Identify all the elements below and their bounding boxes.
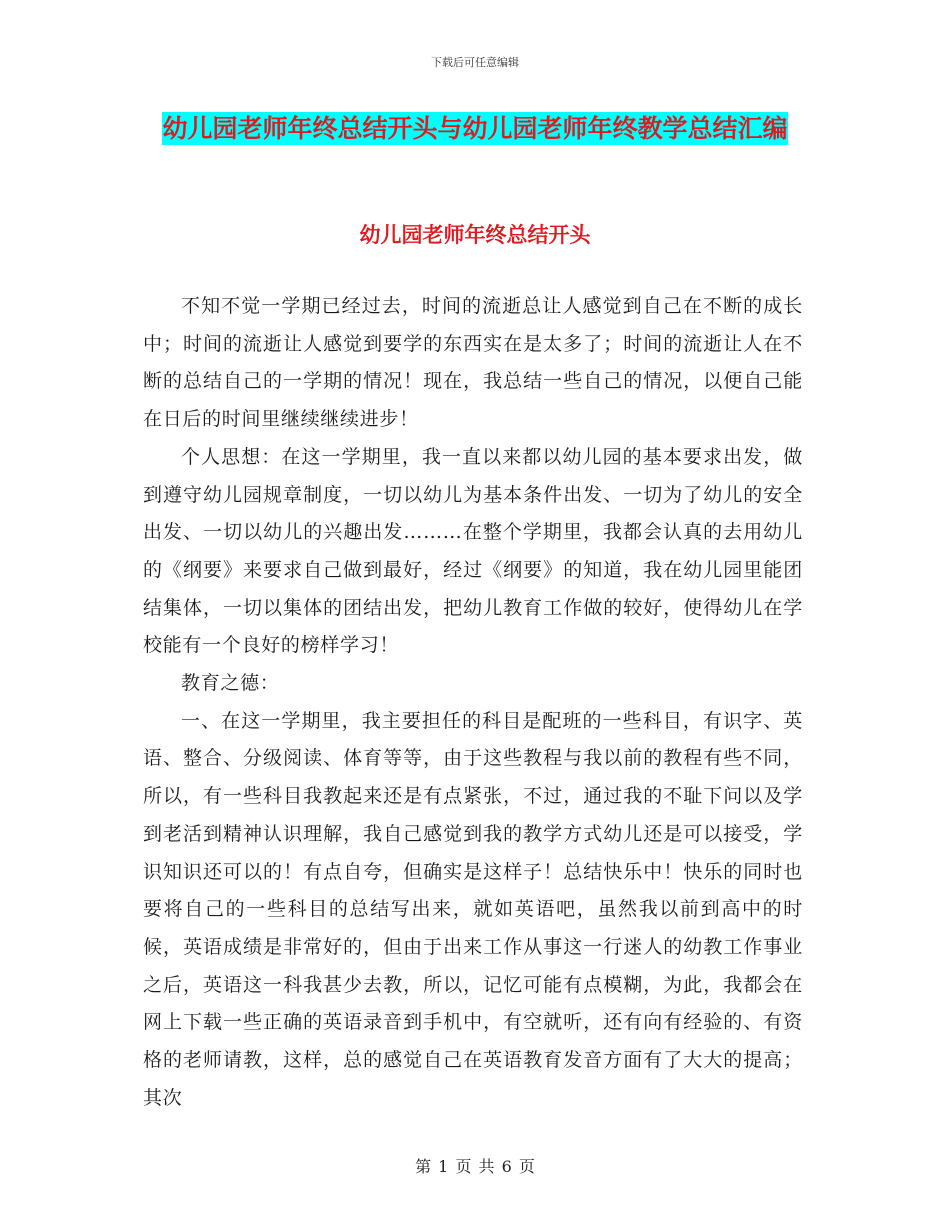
paragraph-education-heading: 教育之德： [181,672,280,695]
paragraph-intro: 不知不觉一学期已经过去，时间的流逝总让人感觉到自己在不断的成长中；时间的流逝让人感觉到要学的东西实在是太多了；时间的流逝让人在不断的总结自己的一学期的情况！现在，我总结一些自己的情况，以便自己能在日后的时间里继续继续进步！ [143,295,803,431]
page-number-footer: 第 1 页 共 6 页 [415,1157,535,1176]
document-title [140,106,810,152]
page-header-note: 下载后可任意编辑 [431,56,519,69]
document-body [143,288,803,1117]
paragraph-personal-thought: 个人思想：在这一学期里，我一直以来都以幼儿园的基本要求出发，做到遵守幼儿园规章制度，一切以幼儿为基本条件出发、一切为了幼儿的安全出发、一切以幼儿的兴趣出发………在整个学期里，我都会认真的去用幼儿的《纲要》来要求自己做到最好，经过《纲要》的知道，我在幼儿园里能团结集体，一切以集体的团结出发，把幼儿教育工作做的较好，使得幼儿在学校能有一个良好的榜样学习！ [143,445,803,657]
section-title: 幼儿园老师年终总结开头 [359,223,591,247]
paragraph-education-one: 一、在这一学期里，我主要担任的科目是配班的一些科目，有识字、英语、整合、分级阅读、体育等等，由于这些教程与我以前的教程有些不同，所以，有一些科目我教起来还是有点紧张，不过，通过我的不耻下问以及学到老活到精神认识理解，我自己感觉到我的教学方式幼儿还是可以接受，学识知识还可以的！有点自夸，但确实是这样子！总结快乐中！快乐的同时也要将自己的一些科目的总结写出来，就如英语吧，虽然我以前到高中的时候，英语成绩是非常好的，但由于出来工作从事这一行迷人的幼教工作事业之后，英语这一科我甚少去教，所以，记忆可能有点模糊，为此，我都会在网上下载一些正确的英语录音到手机中，有空就听，还有向有经验的、有资格的老师请教，这样，总的感觉自己在英语教育发音方面有了大大的提高；其次 [143,709,803,1109]
document-title-text: 幼儿园老师年终总结开头与幼儿园老师年终教学总结汇编 [162,114,788,143]
